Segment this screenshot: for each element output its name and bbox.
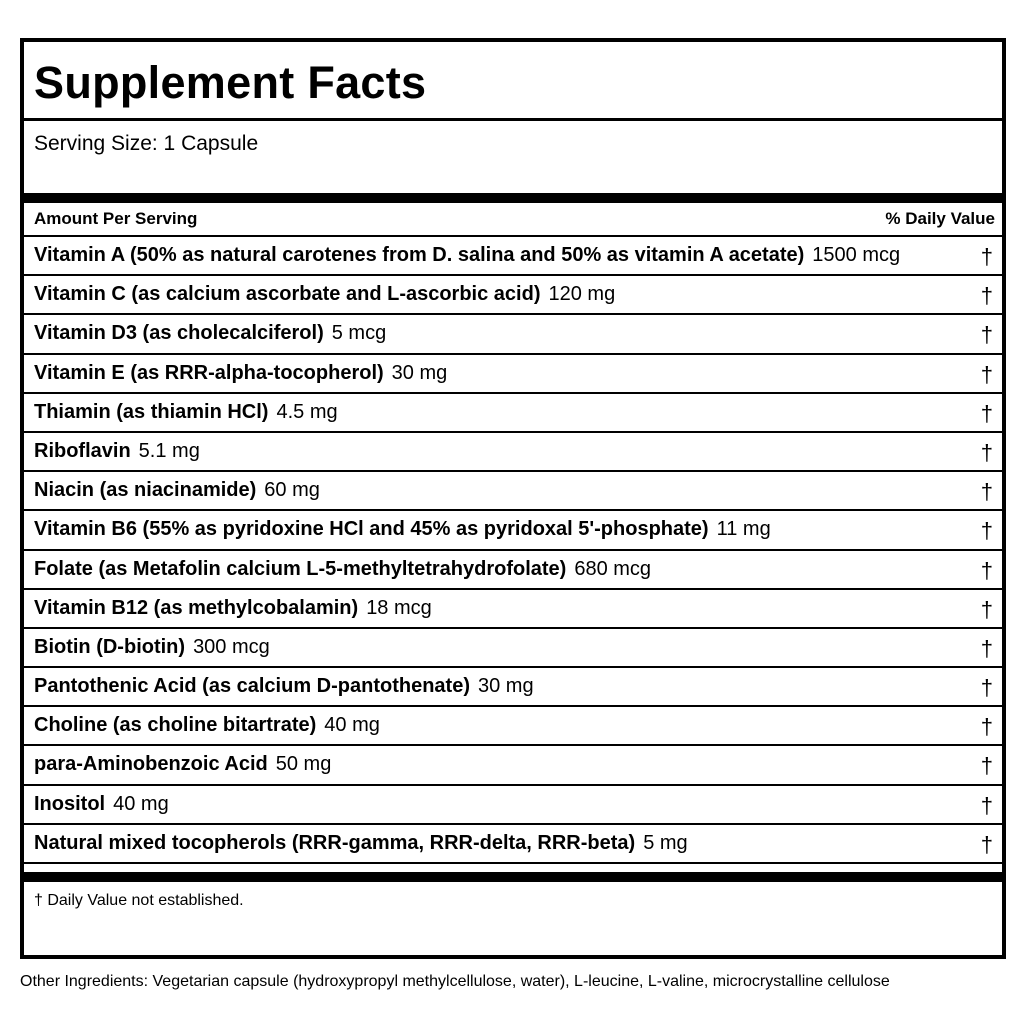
nutrient-amount: 680 mcg (574, 557, 652, 580)
nutrient-text (34, 707, 380, 744)
nutrient-row (24, 433, 1002, 472)
daily-value-dagger: † (980, 753, 993, 779)
nutrient-row (24, 707, 1002, 746)
nutrient-text (34, 433, 200, 470)
daily-value-dagger: † (980, 714, 993, 740)
nutrient-amount: 18 mcg (366, 596, 432, 619)
nutrient-text (34, 590, 432, 627)
nutrient-amount: 5 mg (643, 831, 688, 854)
nutrient-name: Niacin (as niacinamide) (34, 479, 257, 502)
nutrient-text (34, 237, 900, 274)
nutrient-name: Biotin (D-biotin) (34, 635, 186, 658)
nutrient-name: Pantothenic Acid (as calcium D-pantothenate) (34, 675, 470, 698)
nutrient-amount: 5.1 mg (138, 439, 200, 462)
other-ingredients: Other Ingredients: Vegetarian capsule (hydroxypropyl methylcellulose, water), L-leucine, L-valine, microcrystalline cellulose (20, 973, 890, 990)
nutrient-row (24, 237, 1002, 276)
nutrient-amount: 30 mg (391, 361, 448, 384)
daily-value-dagger: † (980, 439, 993, 465)
nutrient-text (34, 551, 651, 588)
nutrient-name: Vitamin E (as RRR-alpha-tocopherol) (34, 361, 384, 384)
daily-value-dagger: † (980, 792, 993, 818)
nutrient-amount: 40 mg (324, 714, 380, 737)
nutrient-amount: 11 mg (716, 518, 771, 541)
nutrient-text (34, 472, 320, 509)
nutrient-list (24, 237, 1002, 864)
nutrient-row (24, 551, 1002, 590)
nutrient-name: Thiamin (as thiamin HCl) (34, 400, 269, 423)
nutrient-row (24, 276, 1002, 315)
nutrient-name: Vitamin B6 (55% as pyridoxine HCl and 45% as pyridoxal 5'-phosphate) (34, 518, 709, 541)
nutrient-amount: 30 mg (478, 675, 534, 698)
nutrient-text (34, 315, 386, 352)
nutrient-name: Riboflavin (34, 439, 131, 462)
nutrient-name: Vitamin D3 (as cholecalciferol) (34, 322, 324, 345)
daily-value-dagger: † (980, 831, 993, 857)
nutrient-amount: 60 mg (264, 479, 320, 502)
nutrient-row (24, 590, 1002, 629)
nutrient-row (24, 355, 1002, 394)
nutrient-name: Natural mixed tocopherols (RRR-gamma, RRR-delta, RRR-beta) (34, 831, 636, 854)
column-header (24, 203, 1002, 237)
thick-divider-bottom (24, 872, 1002, 882)
nutrient-amount: 40 mg (113, 792, 169, 815)
nutrient-row (24, 786, 1002, 825)
nutrient-row (24, 825, 1002, 864)
nutrient-text (34, 825, 688, 862)
daily-value-dagger: † (980, 635, 993, 661)
nutrient-text (34, 276, 615, 313)
daily-value-dagger: † (980, 361, 993, 387)
nutrient-name: Vitamin B12 (as methylcobalamin) (34, 596, 359, 619)
amount-per-serving-label: Amount Per Serving (34, 209, 198, 228)
nutrient-amount: 50 mg (275, 753, 332, 776)
panel-title: Supplement Facts (34, 57, 427, 108)
nutrient-row (24, 746, 1002, 785)
nutrient-name: Vitamin C (as calcium ascorbate and L-ascorbic acid) (34, 283, 541, 306)
daily-value-dagger: † (980, 518, 993, 544)
title-divider (24, 118, 1002, 121)
nutrient-text (34, 746, 331, 783)
daily-value-dagger: † (980, 244, 993, 269)
nutrient-amount: 4.5 mg (276, 400, 338, 423)
daily-value-dagger: † (980, 283, 993, 309)
daily-value-dagger: † (980, 596, 993, 622)
nutrient-row (24, 394, 1002, 433)
daily-value-label: % Daily Value (885, 209, 995, 228)
nutrient-text (34, 511, 771, 548)
nutrient-text (34, 668, 534, 705)
daily-value-dagger: † (980, 322, 993, 348)
nutrient-text (34, 786, 169, 823)
daily-value-dagger: † (980, 557, 993, 583)
nutrient-name: Choline (as choline bitartrate) (34, 714, 317, 737)
nutrient-row (24, 511, 1002, 550)
nutrient-amount: 5 mcg (331, 322, 387, 345)
nutrient-amount: 120 mg (548, 283, 616, 306)
nutrient-name: Inositol (34, 792, 106, 815)
nutrient-amount: 300 mcg (193, 635, 270, 658)
serving-size: Serving Size: 1 Capsule (34, 132, 259, 155)
nutrient-name: Vitamin A (50% as natural carotenes from D. salina and 50% as vitamin A acetate) (34, 244, 805, 266)
nutrient-name: para-Aminobenzoic Acid (34, 753, 268, 776)
thick-divider-top (24, 193, 1002, 203)
nutrient-row (24, 629, 1002, 668)
nutrient-amount: 1500 mcg (812, 244, 901, 266)
nutrient-row (24, 315, 1002, 354)
footnote: † Daily Value not established. (34, 892, 244, 909)
daily-value-dagger: † (980, 400, 993, 426)
nutrient-text (34, 355, 447, 392)
daily-value-dagger: † (980, 675, 993, 701)
nutrient-name: Folate (as Metafolin calcium L-5-methyltetrahydrofolate) (34, 557, 567, 580)
supplement-facts-panel (20, 38, 1006, 959)
nutrient-text (34, 394, 338, 431)
nutrient-row (24, 472, 1002, 511)
nutrient-row (24, 668, 1002, 707)
nutrient-text (34, 629, 270, 666)
daily-value-dagger: † (980, 479, 993, 505)
